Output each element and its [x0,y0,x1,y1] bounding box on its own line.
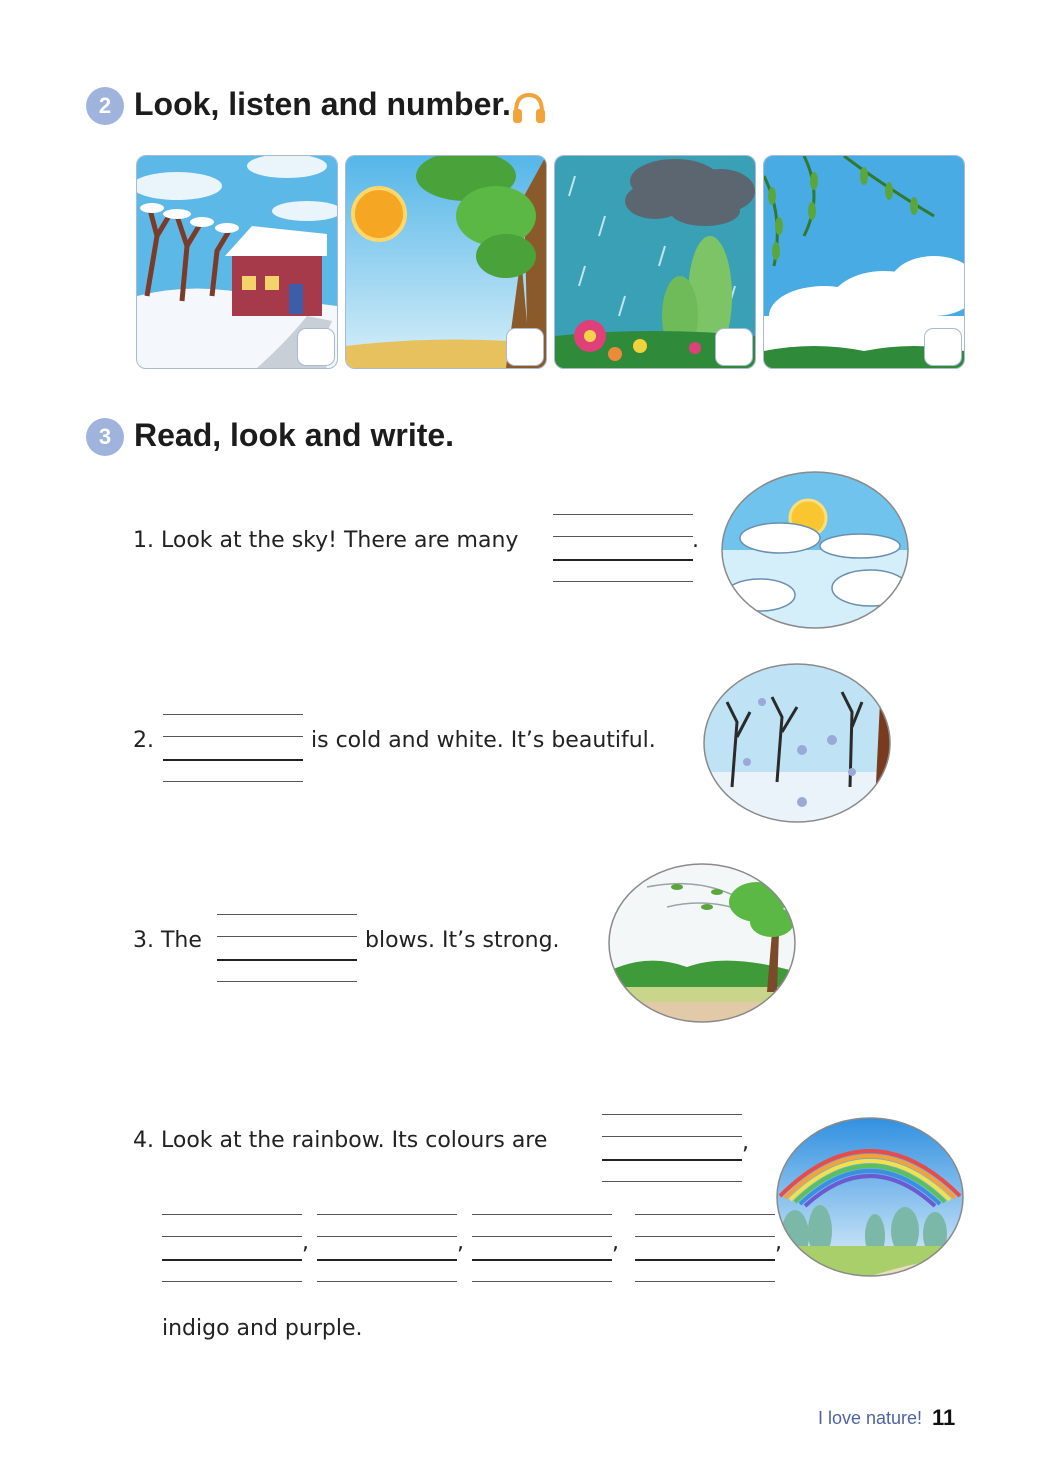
number-box-4[interactable] [924,328,962,366]
section-3-badge: 3 [86,418,124,456]
question-4-text: 4. Look at the rainbow. Its colours are [133,1128,548,1153]
wind-picture [607,862,797,1028]
question-3-text-end: blows. It’s strong. [365,928,560,953]
question-3-text: 3. The [133,928,202,953]
question-4-ending: indigo and purple. [162,1316,363,1341]
question-4-comma-5: , [775,1230,782,1255]
question-4-comma-3: , [457,1230,464,1255]
footer-unit-title: I love nature! [818,1408,923,1428]
number-box-3[interactable] [715,328,753,366]
question-2-text: is cold and white. It’s beautiful. [311,728,656,753]
question-4-blank-3[interactable] [317,1214,457,1282]
panel-winter-house [136,155,338,369]
panel-sunny [345,155,547,369]
question-2-number: 2. [133,728,154,753]
rainbow-picture [775,1116,965,1282]
panel-windy [763,155,965,369]
question-4-comma-2: , [302,1230,309,1255]
question-3-blank[interactable] [217,914,357,982]
question-4-comma-1: , [742,1130,749,1155]
section-2-badge: 2 [86,87,124,125]
clouds-picture [720,470,910,634]
number-box-1[interactable] [297,328,335,366]
question-4-blank-5[interactable] [635,1214,775,1282]
winter-picture [702,662,892,828]
question-4-blank-4[interactable] [472,1214,612,1282]
question-1-blank[interactable] [553,514,693,582]
question-1-period: . [692,528,699,553]
number-box-2[interactable] [506,328,544,366]
headphones-icon [510,90,548,130]
section-3-title: Read, look and write. [134,417,455,453]
question-4-blank-2[interactable] [162,1214,302,1282]
panel-rainy [554,155,756,369]
question-4-blank-1[interactable] [602,1114,742,1182]
question-4-comma-4: , [612,1230,619,1255]
question-1-text: 1. Look at the sky! There are many [133,528,519,553]
section-2-title: Look, listen and number. [134,86,511,122]
question-2-blank[interactable] [163,714,303,782]
page-number: 11 [932,1405,956,1430]
